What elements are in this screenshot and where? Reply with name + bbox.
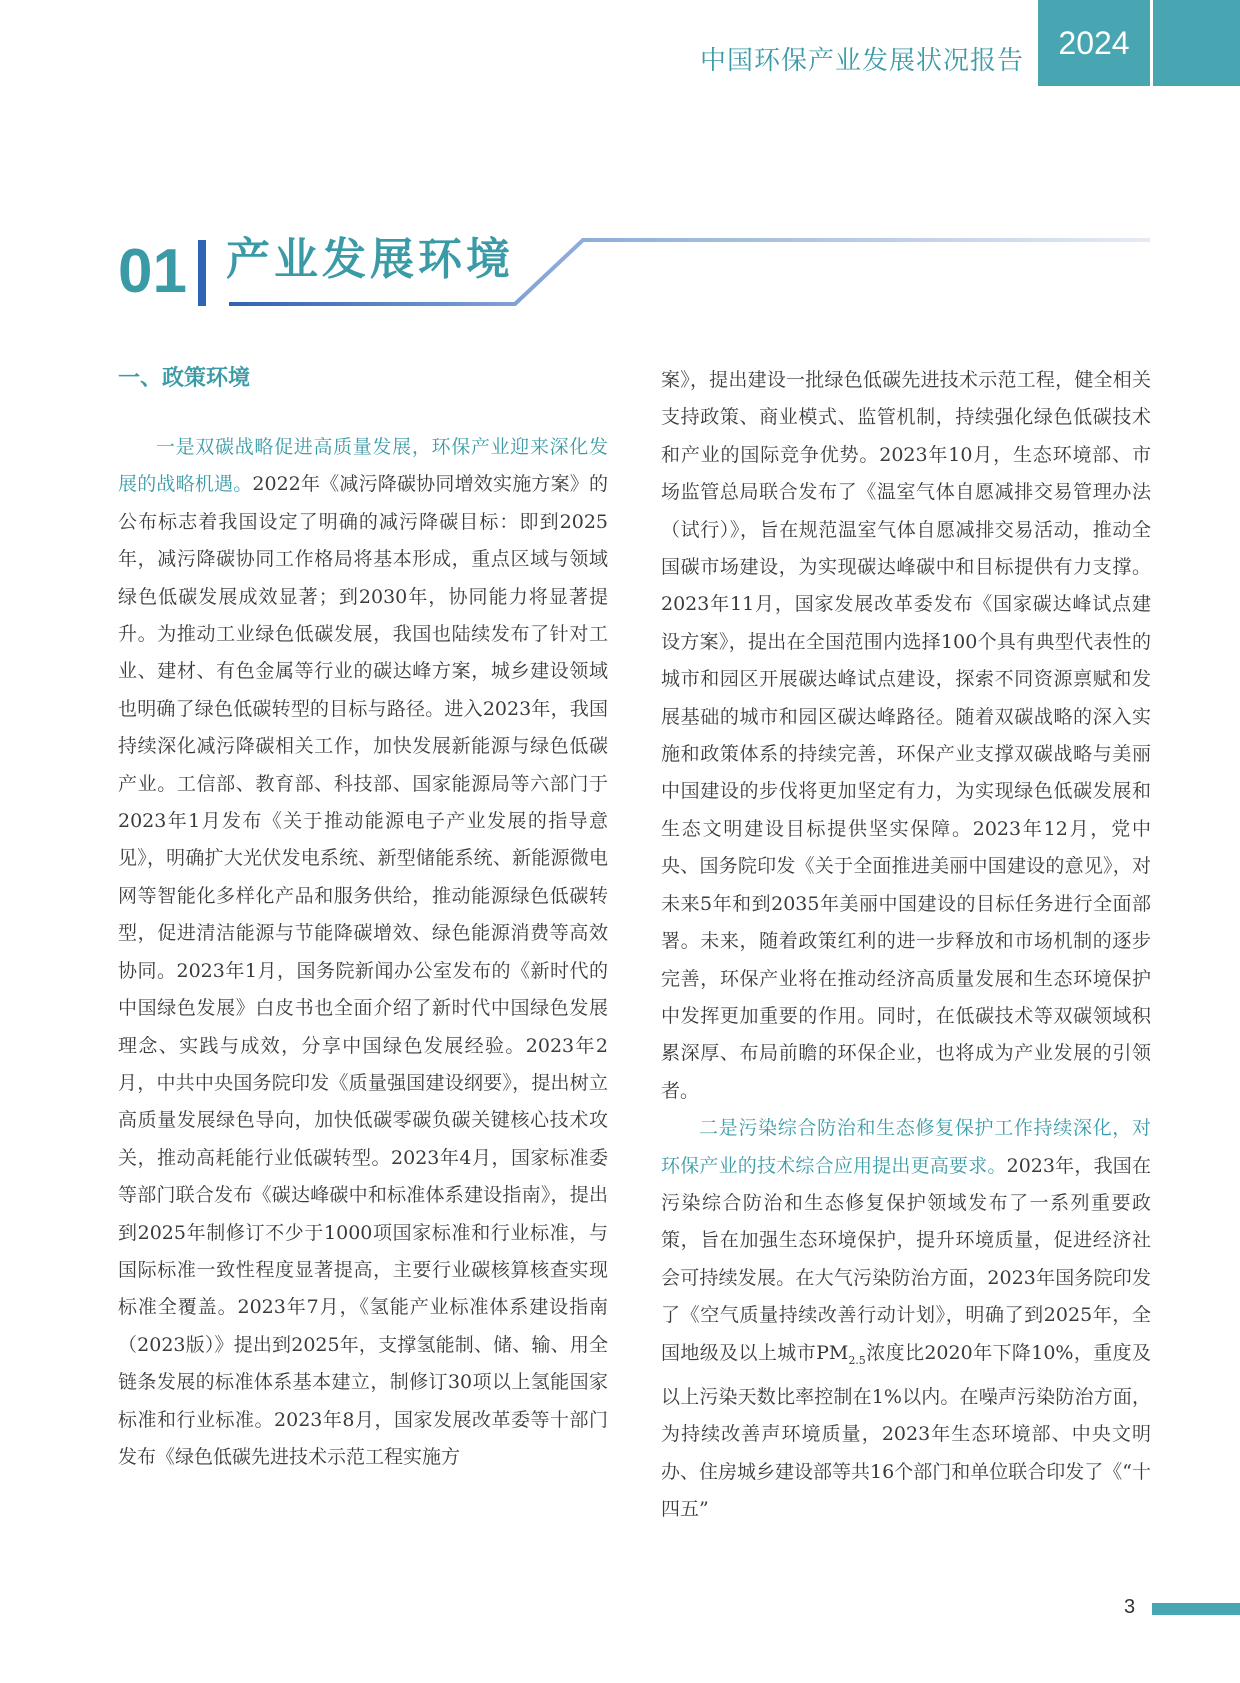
paragraph-pollution-policy	[661, 1110, 1151, 1528]
paragraph-lead-highlight: 二是污染综合防治和生态修复保护工作持续深化，对环保产业的技术综合应用提出更高要求。	[661, 1117, 1151, 1177]
paragraph-lead-highlight: 一是双碳战略促进高质量发展，环保产业迎来深化发展的战略机遇。	[118, 436, 608, 496]
text-column-right	[661, 362, 1151, 1528]
paragraph-continuation: 案》，提出建设一批绿色低碳先进技术示范工程，健全相关支持政策、商业模式、监管机制，持续强化绿色低碳技术和产业的国际竞争优势。2023年10月，生态环境部、市场监管总局联合发布了《温室气体自愿减排交易管理办法（试行）》，旨在规范温室气体自愿减排交易活动，推动全国碳市场建设，为实现碳达峰碳中和目标提供有力支撑。2023年11月，国家发展改革委发布《国家碳达峰试点建设方案》，提出在全国范围内选择100个具有典型代表性的城市和园区开展碳达峰试点建设，探索不同资源禀赋和发展基础的城市和园区碳达峰路径。随着双碳战略的深入实施和政策体系的持续完善，环保产业支撑双碳战略与美丽中国建设的步伐将更加坚定有力，为实现绿色低碳发展和生态文明建设目标提供坚实保障。2023年12月，党中央、国务院印发《关于全面推进美丽中国建设的意见》，对未来5年和到2035年美丽中国建设的目标任务进行全面部署。未来，随着政策红利的进一步释放和市场机制的逐步完善，环保产业将在推动经济高质量发展和生态环境保护中发挥更加重要的作用。同时，在低碳技术等双碳领域积累深厚、布局前瞻的环保企业，也将成为产业发展的引领者。	[661, 369, 1151, 1102]
section-heading: 一、政策环境	[118, 366, 251, 391]
paragraph-body: 2022年《减污降碳协同增效实施方案》的公布标志着我国设定了明确的减污降碳目标：即到2025年，减污降碳协同工作格局将基本形成，重点区域与领域绿色低碳发展成效显著；到2030年，协同能力将显著提升。为推动工业绿色低碳发展，我国也陆续发布了针对工业、建材、有色金属等行业的碳达峰方案，城乡建设领域也明确了绿色低碳转型的目标与路径。进入2023年，我国持续深化减污降碳相关工作，加快发展新能源与绿色低碳产业。工信部、教育部、科技部、国家能源局等六部门于2023年1月发布《关于推动能源电子产业发展的指导意见》，明确扩大光伏发电系统、新型储能系统、新能源微电网等智能化多样化产品和服务供给，推动能源绿色低碳转型，促进清洁能源与节能降碳增效、绿色能源消费等高效协同。2023年1月，国务院新闻办公室发布的《新时代的中国绿色发展》白皮书也全面介绍了新时代中国绿色发展理念、实践与成效，分享中国绿色发展经验。2023年2月，中共中央国务院印发《质量强国建设纲要》，提出树立高质量发展绿色导向，加快低碳零碳负碳关键核心技术攻关，推动高耗能行业低碳转型。2023年4月，国家标准委等部门联合发布《碳达峰碳中和标准体系建设指南》，提出到2025年制修订不少于1000项国家标准和行业标准，与国际标准一致性程度显著提高，主要行业碳核算核查实现标准全覆盖。2023年7月，《氢能产业标准体系建设指南（2023版）》提出到2025年，支撑氢能制、储、输、用全链条发展的标准体系基本建立，制修订30项以上氢能国家标准和行业标准。2023年8月，国家发展改革委等十部门发布《绿色低碳先进技术示范工程实施方	[118, 473, 608, 1468]
footer-decor-bar	[1152, 1603, 1240, 1615]
text-column-left	[118, 362, 608, 1476]
chapter-title: 产业发展环境	[226, 234, 514, 285]
chapter-number: 01	[118, 237, 187, 306]
paragraph-body: 2023年，我国在污染综合防治和生态修复保护领域发布了一系列重要政策，旨在加强生态环境保护，提升环境质量，促进经济社会可持续发展。在大气污染防治方面，2023年国务院印发了《空气质量持续改善行动计划》，明确了到2025年，全国地级及以上城市PM	[661, 1154, 1151, 1364]
page-number: 3	[1124, 1596, 1136, 1618]
paragraph-body-tail: 浓度比2020年下降10%，重度及以上污染天数比率控制在1%以内。在噪声污染防治方面，为持续改善声环境质量，2023年生态环境部、中央文明办、住房城乡建设部等共16个部门和单位联合印发了《“十四五”	[661, 1341, 1151, 1520]
chapter-title-underline	[0, 0, 1240, 320]
report-title: 中国环保产业发展状况报告	[699, 46, 1024, 76]
report-year-badge: 2024	[1038, 0, 1150, 86]
pm-subscript: 2.5	[848, 1353, 866, 1367]
paragraph-carbon-policy	[118, 429, 608, 1476]
